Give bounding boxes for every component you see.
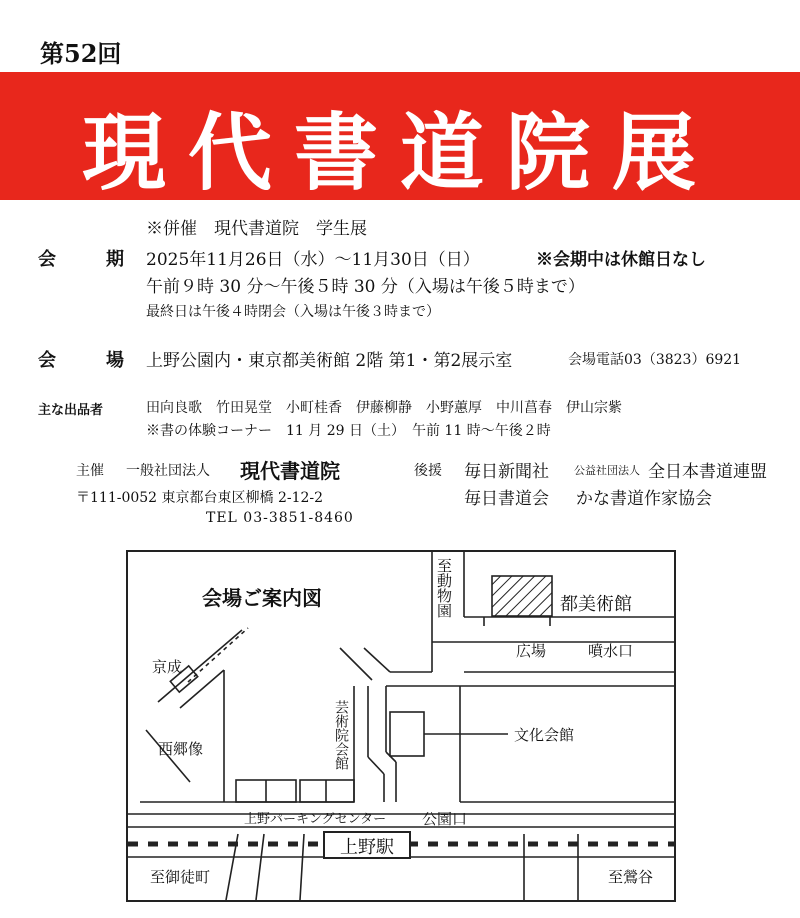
- support-kana-association: かな書道作家協会: [576, 489, 712, 509]
- map-keisei: 京成: [152, 658, 183, 676]
- title-banner: [0, 72, 800, 200]
- support-mainichi-newspaper: 毎日新聞社: [464, 462, 549, 482]
- period-last-day: 最終日は午後４時閉会（入場は午後３時まで）: [146, 304, 440, 320]
- artists-list: 田向良歌 竹田晃堂 小町桂香 伊藤柳静 小野蕙厚 中川菖春 伊山宗紫: [146, 400, 622, 416]
- map-ueno-station: 上野駅: [340, 837, 394, 858]
- map-to-zoo: 至動物園: [435, 558, 453, 618]
- organizer-address: 〒111-0052 東京都台東区柳橋 2-12-2: [76, 490, 324, 506]
- venue-phone: 会場電話03（3823）6921: [568, 352, 742, 368]
- period-note: ※会期中は休館日なし: [536, 250, 706, 270]
- organizer-prefix: 一般社団法人: [126, 463, 210, 479]
- organizer-label: 主催: [76, 463, 104, 479]
- workshop-note: ※書の体験コーナー 11 月 29 日（土） 午前 11 時〜午後２時: [146, 423, 551, 439]
- map-title: 会場ご案内図: [202, 586, 322, 610]
- period-label: 会 期: [38, 249, 140, 270]
- support-mainichi-shodokai: 毎日書道会: [464, 489, 549, 509]
- support-prefix: 公益社団法人: [574, 464, 640, 477]
- cosponsor-note: ※併催 現代書道院 学生展: [146, 219, 367, 239]
- venue-label: 会 場: [38, 350, 140, 371]
- map-art-academy-hall: 芸術院会館: [333, 700, 349, 770]
- map-fountain-exit: 噴水口: [588, 642, 634, 660]
- map-plaza: 広場: [516, 642, 547, 660]
- venue-name: 上野公園内・東京都美術館 2階 第1・第2展示室: [146, 351, 513, 371]
- period-hours: 午前９時 30 分〜午後５時 30 分（入場は午後５時まで）: [146, 277, 585, 297]
- organizer-tel: TEL 03-3851-8460: [206, 510, 354, 526]
- support-calligraphy-federation: 全日本書道連盟: [648, 462, 767, 482]
- map-saigo-statue: 西郷像: [158, 740, 204, 758]
- map-parking-center: 上野パーキングセンター: [244, 812, 387, 827]
- map-bunka-kaikan: 文化会館: [514, 726, 575, 744]
- map-to-uguisudani: 至鶯谷: [608, 868, 654, 886]
- organizer-name: 現代書道院: [240, 459, 340, 483]
- map-museum: 都美術館: [560, 594, 632, 615]
- period-dates: 2025年11月26日（水）〜11月30日（日）: [146, 250, 480, 270]
- map-park-exit: 公園口: [422, 810, 468, 828]
- venue-map: [126, 550, 676, 902]
- artists-label: 主な出品者: [38, 403, 104, 418]
- map-to-okachimachi: 至御徒町: [150, 868, 211, 886]
- support-label: 後援: [414, 463, 442, 479]
- edition-label: 第52回: [40, 39, 122, 68]
- exhibition-title: 現代書道院展: [81, 103, 718, 202]
